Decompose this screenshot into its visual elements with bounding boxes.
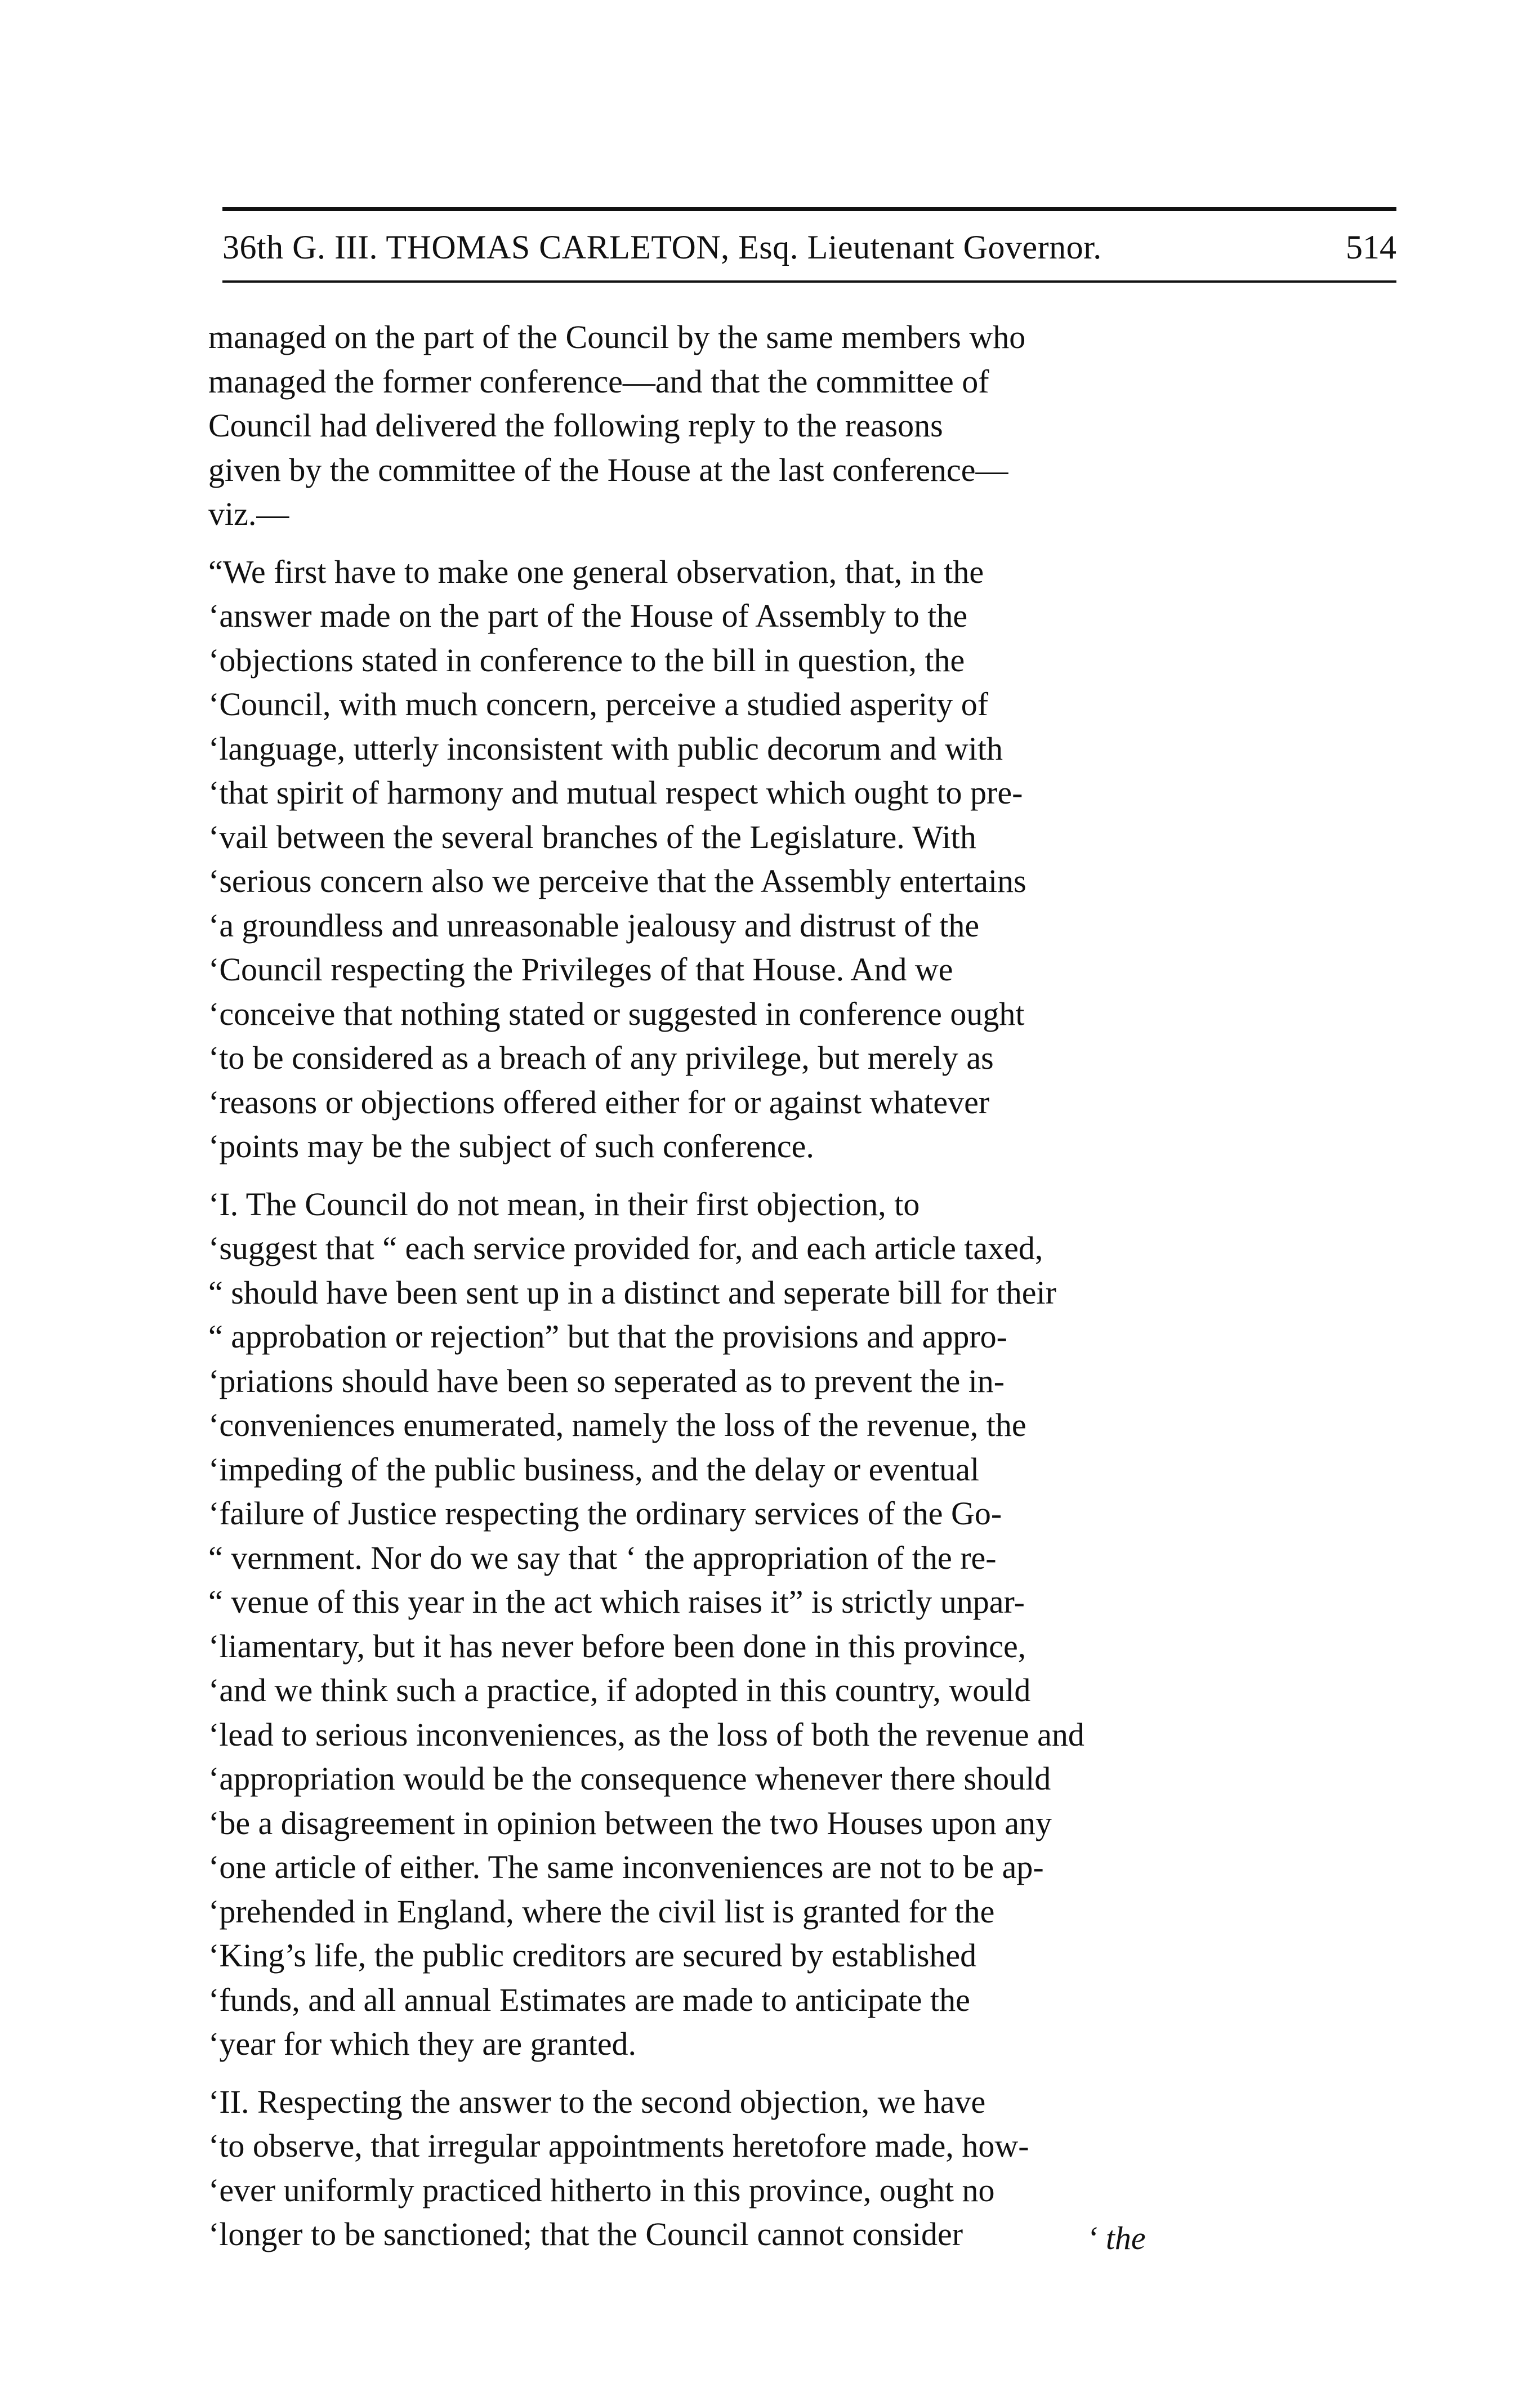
paragraph bbox=[208, 550, 1222, 1169]
text-line: ‘prehended in England, where the civil list is granted for the bbox=[208, 1893, 995, 1930]
text-line: ‘impeding of the public business, and the delay or eventual bbox=[208, 1451, 980, 1488]
text-line: “ venue of this year in the act which raises it” is strictly unpar- bbox=[208, 1583, 1025, 1620]
text-line: ‘to be considered as a breach of any privilege, but merely as bbox=[208, 1039, 994, 1076]
text-line: ‘appropriation would be the consequence whenever there should bbox=[208, 1760, 1051, 1797]
text-line: managed the former conference—and that the committee of bbox=[208, 363, 989, 400]
text-line: ‘ever uniformly practiced hitherto in this province, ought no bbox=[208, 2171, 995, 2208]
text-line: ‘conceive that nothing stated or suggested in conference ought bbox=[208, 995, 1025, 1032]
text-line: ‘lead to serious inconveniences, as the loss of both the revenue and bbox=[208, 1716, 1084, 1753]
header-rule-bottom bbox=[222, 280, 1396, 283]
text-line: ‘reasons or objections offered either for or against whatever bbox=[208, 1083, 990, 1121]
text-line: ‘liamentary, but it has never before been done in this province, bbox=[208, 1627, 1026, 1665]
text-line: ‘year for which they are granted. bbox=[208, 2025, 637, 2062]
body-text bbox=[208, 315, 1222, 2257]
text-line: ‘be a disagreement in opinion between the two Houses upon any bbox=[208, 1804, 1052, 1841]
text-line: ‘longer to be sanctioned; that the Council cannot consider bbox=[208, 2216, 963, 2252]
paragraph bbox=[208, 1183, 1222, 2067]
text-line: ‘failure of Justice respecting the ordinary services of the Go- bbox=[208, 1495, 1002, 1532]
text-line: ‘funds, and all annual Estimates are made to anticipate the bbox=[208, 1981, 970, 2018]
text-line: ‘to observe, that irregular appointments heretofore made, how- bbox=[208, 2127, 1029, 2164]
text-line: ‘that spirit of harmony and mutual respect which ought to pre- bbox=[208, 774, 1023, 811]
text-line: ‘a groundless and unreasonable jealousy and distrust of the bbox=[208, 907, 980, 944]
paragraph bbox=[208, 315, 1222, 537]
text-line: ‘language, utterly inconsistent with public decorum and with bbox=[208, 730, 1003, 767]
text-line: ‘Council respecting the Privileges of that House. And we bbox=[208, 951, 953, 988]
text-line: “ vernment. Nor do we say that ‘ the appropriation of the re- bbox=[208, 1539, 997, 1576]
text-line: ‘priations should have been so seperated as to prevent the in- bbox=[208, 1362, 1005, 1399]
text-line: ‘answer made on the part of the House of Assembly to the bbox=[208, 597, 968, 634]
text-line: managed on the part of the Council by the same members who bbox=[208, 319, 1026, 355]
text-line: “We first have to make one general observation, that, in the bbox=[208, 553, 984, 590]
text-line: ‘Council, with much concern, perceive a studied asperity of bbox=[208, 686, 989, 722]
text-line: “ should have been sent up in a distinct and seperate bill for their bbox=[208, 1274, 1056, 1311]
page-number: 514 bbox=[1346, 229, 1396, 266]
text-line: given by the committee of the House at the last conference— bbox=[208, 451, 1008, 488]
text-line: ‘King’s life, the public creditors are secured by established bbox=[208, 1937, 977, 1974]
text-line: ‘points may be the subject of such conference. bbox=[208, 1128, 814, 1164]
header-rule-top bbox=[222, 207, 1396, 211]
text-line: viz.— bbox=[208, 496, 289, 532]
text-line: ‘II. Respecting the answer to the second objection, we have bbox=[208, 2083, 986, 2120]
text-line: ‘objections stated in conference to the bill in question, the bbox=[208, 641, 965, 679]
text-line: ‘suggest that “ each service provided for, and each article taxed, bbox=[208, 1230, 1043, 1266]
text-line: ‘vail between the several branches of the Legislature. With bbox=[208, 818, 976, 855]
text-line: ‘I. The Council do not mean, in their first objection, to bbox=[208, 1185, 920, 1222]
text-line: ‘one article of either. The same inconveniences are not to be ap- bbox=[208, 1849, 1044, 1885]
text-line: “ approbation or rejection” but that the provisions and appro- bbox=[208, 1318, 1007, 1355]
paragraph bbox=[208, 2080, 1222, 2257]
text-line: Council had delivered the following reply to the reasons bbox=[208, 407, 943, 444]
running-header bbox=[222, 221, 1396, 274]
catchword: ‘ the bbox=[1087, 2220, 1146, 2256]
text-line: ‘serious concern also we perceive that the Assembly entertains bbox=[208, 863, 1026, 899]
text-line: ‘conveniences enumerated, namely the loss of the revenue, the bbox=[208, 1407, 1026, 1443]
running-head-title: 36th G. III. THOMAS CARLETON, Esq. Lieutenant Governor. bbox=[222, 229, 1102, 266]
text-line: ‘and we think such a practice, if adopted in this country, would bbox=[208, 1672, 1031, 1708]
